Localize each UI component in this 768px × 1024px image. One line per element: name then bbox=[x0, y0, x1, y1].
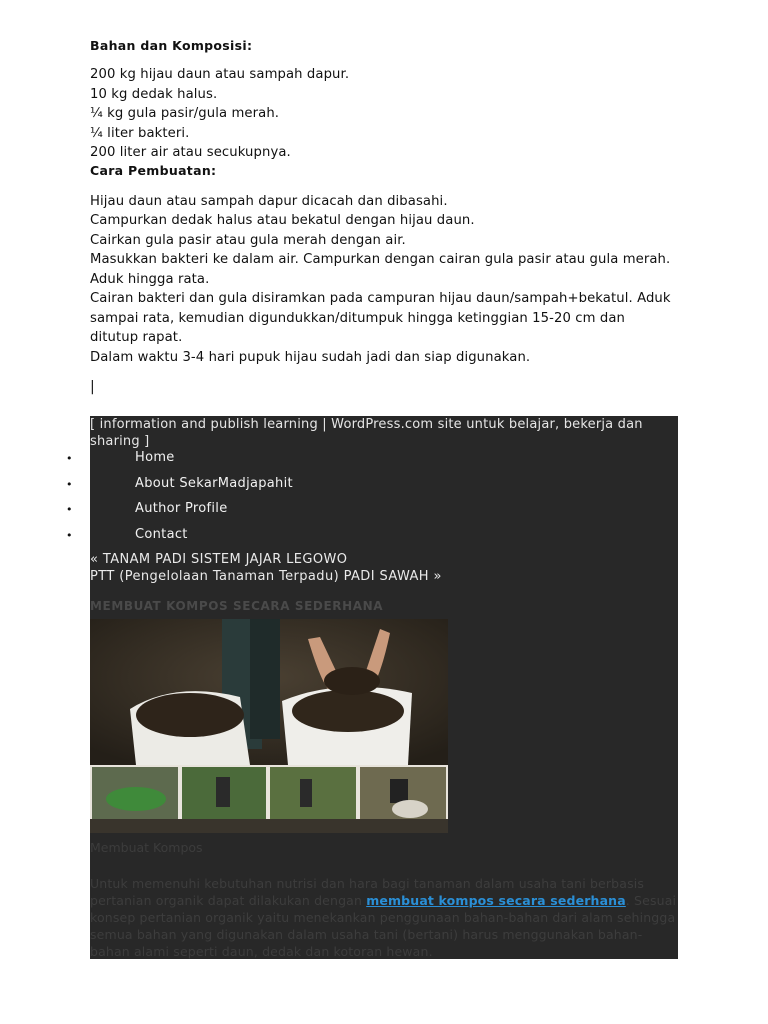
bullet-icon: • bbox=[66, 452, 73, 465]
method-line: Cairan bakteri dan gula disiramkan pada campuran hijau daun/sampah+bekatul. Aduk bbox=[90, 291, 671, 306]
nav-item-author-profile[interactable] bbox=[66, 501, 678, 527]
nav-label: Home bbox=[135, 450, 175, 465]
method-line: Campurkan dedak halus atau bekatul dengan hijau daun. bbox=[90, 213, 475, 228]
post-title[interactable]: MEMBUAT KOMPOS SECARA SEDERHANA bbox=[90, 599, 384, 613]
blog-snapshot-panel bbox=[66, 416, 678, 959]
method-steps bbox=[90, 192, 690, 368]
text-cursor: | bbox=[90, 379, 95, 395]
nav-label: Contact bbox=[135, 526, 188, 542]
excerpt-link[interactable]: membuat kompos secara sederhana bbox=[366, 893, 626, 908]
materials-list bbox=[90, 65, 690, 163]
materials-item: ¼ liter bakteri. bbox=[90, 125, 190, 141]
method-line: sampai rata, kemudian digundukkan/ditumpuk hingga ketinggian 15-20 cm dan bbox=[90, 310, 625, 326]
next-post-link[interactable]: PTT (Pengelolaan Tanaman Terpadu) PADI SAWAH » bbox=[90, 569, 442, 584]
bullet-icon: • bbox=[66, 503, 73, 516]
method-line: ditutup rapat. bbox=[90, 330, 183, 345]
materials-item: 200 kg hijau daun atau sampah dapur. bbox=[90, 67, 350, 82]
method-line: Masukkan bakteri ke dalam air. Campurkan dengan cairan gula pasir atau gula merah. bbox=[90, 252, 671, 267]
post-excerpt bbox=[90, 875, 680, 960]
compost-photo bbox=[90, 619, 448, 833]
method-heading: Cara Pembuatan: bbox=[90, 162, 217, 178]
excerpt-text: . Sesuai konsep pertanian organik yaitu menekankan penggunaan bahan-bahan dari alam sehingga semua bahan yang digunakan dalam usaha tani (bertani) harus menggunakan bahan-bahan alami seperti daun, dedak dan kotoran hewan. bbox=[90, 893, 677, 959]
post-navigation bbox=[90, 551, 442, 585]
article-body bbox=[90, 38, 690, 395]
excerpt-text: Untuk memenuhi kebutuhan nutrisi dan hara bagi tanaman dalam usaha tani berbasis pertanian organik dapat dilakukan dengan bbox=[90, 876, 645, 908]
site-nav bbox=[66, 450, 678, 552]
method-line: Dalam waktu 3-4 hari pupuk hijau sudah jadi dan siap digunakan. bbox=[90, 349, 531, 365]
bullet-icon: • bbox=[66, 528, 73, 542]
materials-item: 200 liter air atau secukupnya. bbox=[90, 145, 291, 160]
method-line: Aduk hingga rata. bbox=[90, 271, 210, 287]
method-line: Hijau daun atau sampah dapur dicacah dan dibasahi. bbox=[90, 193, 448, 209]
site-tagline: [ information and publish learning | WordPress.com site untuk belajar, bekerja dan sharing ] bbox=[90, 417, 643, 449]
materials-heading: Bahan dan Komposisi: bbox=[90, 38, 253, 53]
prev-post-link[interactable]: « TANAM PADI SISTEM JAJAR LEGOWO bbox=[90, 552, 348, 567]
nav-item-home[interactable] bbox=[66, 450, 678, 476]
nav-item-about[interactable] bbox=[66, 475, 678, 502]
materials-item: 10 kg dedak halus. bbox=[90, 86, 218, 102]
bullet-icon: • bbox=[66, 477, 73, 491]
nav-item-contact[interactable] bbox=[66, 526, 678, 553]
compost-photo-illustration bbox=[90, 619, 448, 833]
materials-item: ¼ kg gula pasir/gula merah. bbox=[90, 106, 280, 121]
image-caption: Membuat Kompos bbox=[90, 840, 203, 855]
nav-label: Author Profile bbox=[135, 501, 228, 516]
nav-label: About SekarMadjapahit bbox=[135, 475, 293, 491]
method-line: Cairkan gula pasir atau gula merah dengan air. bbox=[90, 232, 406, 248]
